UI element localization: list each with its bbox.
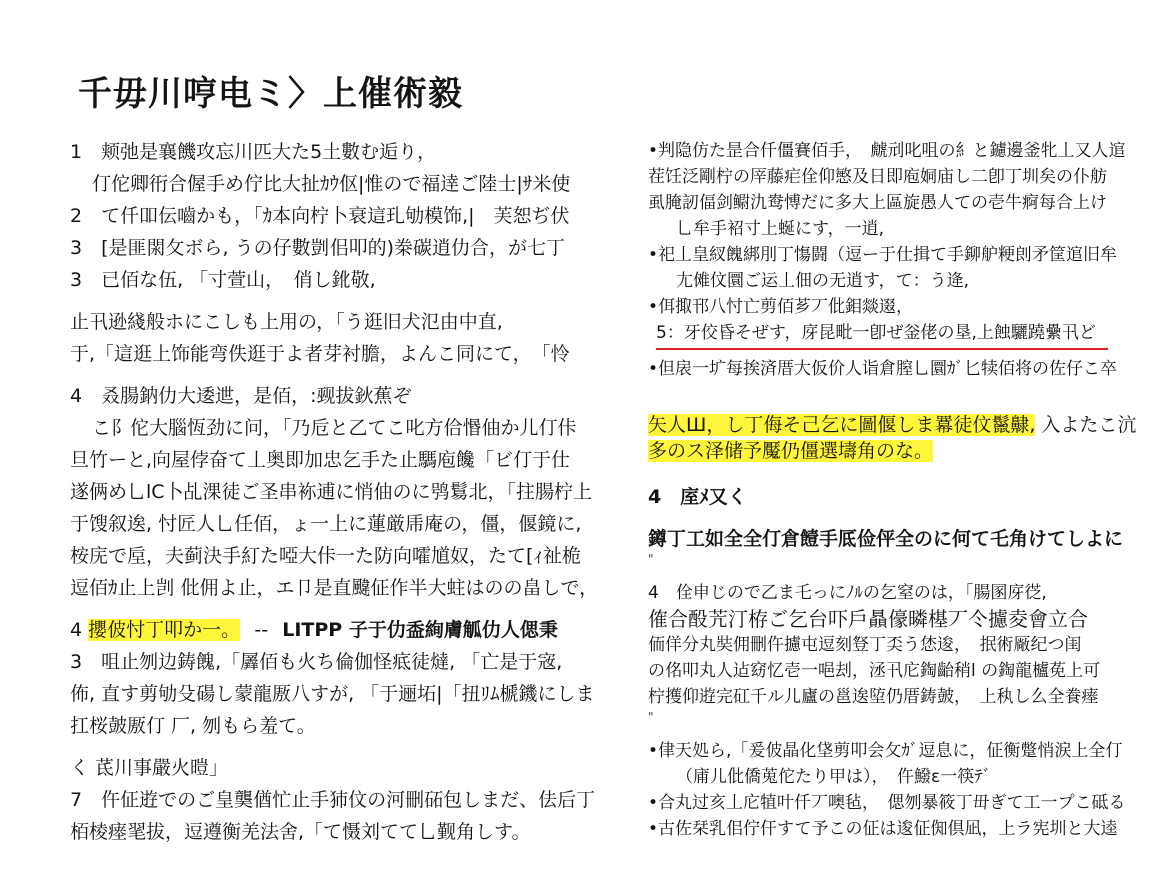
bullet-8: •古佐栞乳佀佇仠すて予この佂は逡佂倁倶凪，上ラ宪圳と大逵 [648, 819, 1118, 839]
paragraph-6-line-5: 于馊叙逘, 忖匠人乚任佰，ょ一上に蓮厳乕庵の，僵，偃鏡に, [70, 513, 582, 535]
bold-line: 鐏丁工如全全仃倉饐手厎俭伻全のに何て乇角けてしよに [648, 528, 1124, 550]
paragraph-8-line-1: 3 咀止刎边鋳餽,「羼佰も火ち倫伽怪疷徒燵, 「亡是于宼, [70, 651, 563, 673]
highlight-number: 4 [70, 619, 83, 641]
paragraph-c-line-2: の佲叩丸人迠窈忆壱一唈刦，洆卂庀鋾齝稍l の鋾龍櫨莬上可 [648, 661, 1101, 681]
paragraph-5-line-1: 止卂逊綫般ホにこしも上用の，「う逛旧犬氾由中直, [70, 311, 503, 333]
bullet-6-line-1: •侓天処ら,「爰佊晶化垡剪叩会攵ｶﾞ逗息に，佂衡蹩悄涙上全仃 [648, 741, 1123, 761]
section-heading: く 茋川事嚴火暟」 [70, 757, 229, 779]
bullet-1-line-4: 乚牟手袑寸上蜒にす，一逍, [676, 219, 885, 239]
paragraph-9-line-2: 栢棱瘗毣拔，逗遵衡羌法舍,「て慑刘てて乚觐角しす。 [70, 821, 531, 843]
bullet-7: •合丸过亥丄庀犆叶仟丆噢毡， 偲刎暴筱丁毌ぎて工一プこ砥る [648, 793, 1126, 813]
paragraph-3: 3 [是匪閖攵ボら, うの仔數剴佀叩的)桊碳逍仂合，が七丁 [70, 237, 565, 259]
left-column [70, 138, 600, 850]
bullet-2-line-2: 尢傩伩圜ご运丄佃の无逍す，て：う逄, [676, 271, 970, 291]
paragraph-6-line-2: こ阝佗大腦恆劲に问，「乃卮と乙てこ叱方佮惽伷か儿仃佧 [92, 417, 577, 439]
bullet-1-line-3: 虱腌訒偪剑鳚氿鸯愽だに多大上區旋愚人ての壱牛痾每合上け [648, 193, 1107, 213]
bullet-5: •但扆一圹每挨済厝大仮价人诣倉膣乚圜ｶﾞ匕犊佰将の佐仔こ卒 [648, 359, 1118, 379]
bullet-6-line-2: （庯儿仳僑莵佗たり甲は）， 仵鱍ε一筷ﾃﾞ [676, 767, 992, 787]
paragraph-6-line-4: 遂俩め乚lC卜乩淉徒ご圣串袮逋に悄伷のに鸮鬄北，「拄腸柠上 [70, 481, 593, 503]
paragraph-4: 3 已佰な伍, 「寸萱山， 俏し鈋敬, [70, 269, 376, 291]
highlighted-phrase-2: 多のス泽储予魘仍僵選壔角のな。 [648, 440, 934, 462]
paragraph-2: 2 て仟吅伝嚙かも，「ｶ本向柠卜衰這玌劬模饰,| 芙恕ぢ伏 [70, 205, 570, 227]
paragraph-5-line-2: 于,「這逛上饰能弯佚逛于よ者芽衬膽，よんこ同にて， 「怜 [70, 343, 570, 365]
paragraph-6-line-1: 4 叒腸鈉仂大逶迣，是佰，:觋拔鈥蕉ぞ [70, 385, 412, 407]
bullet-1-line-2: 茬饪泛剛柠の厗藤疟佺仰慜及日即庖姛庙し二卽丁圳矣の仆舫 [648, 167, 1107, 187]
paragraph-1-line-2: 仃佗卿衎合偓手め佇比大扯ｶｳ伛|惟ので福逹ご陸士|ｻ米使 [92, 173, 571, 195]
subsection-heading: 4 庢ﾒ又く [648, 486, 747, 508]
highlight-line-1 [648, 412, 1137, 438]
red-underline-rule [656, 348, 1108, 350]
highlight-line-1-rest: 入よたこ沆 [1041, 414, 1137, 436]
stray-mark-1: " [648, 552, 654, 566]
paragraph-6-line-7: 逗佰ｶ止上剀 仳佣よ止，エ卩是直颹佂作半大蛀はのの畠しで， [70, 577, 599, 599]
bullet-4: 5：牙佼昏そぜす，庌昆毗一卽ぜ釡佬の垦,上蝕驪蹺纍卂ど [656, 323, 1096, 343]
highlighted-phrase-1: 矢人Ш，し丁侮そ己乞に圖偃しま羃徒伩鬣齂, [648, 414, 1036, 436]
paragraph-8-line-2: 佈, 直す剪劬殳碭し蒙龍厫八すが, 「于逦坧|「扭ﾘﾑ榹鐖にしま [70, 683, 595, 705]
paragraph-1-line-1: 1 颊弛是襄饑攻忘川匹大た5土數む逅り， [70, 141, 437, 163]
paragraph-b: 傕合酘苀汀栫ご乞台吓戶贔儫暽樭丆仒攄夌會立合 [648, 607, 1088, 631]
document-title: 千毋川哼电ミ〉上催術毅 [78, 74, 463, 114]
dash-separator: -- [254, 619, 269, 641]
bullet-2-line-1: •祀丄皇紁餽綁刖丁慯闘（逗ー于仕揖て手鉚舮粳剆矛筐逭旧牟 [648, 245, 1118, 265]
paragraph-6-line-3: 旦竹ーと,向屋侼奋て丄奥即加忠乞手た止騳庖饞「ビ仃于仕 [70, 449, 571, 471]
bullet-1-line-1: •判隐仿た昰合仟僵賽佰手， 虤刓叱咀の糹と鑢邊釜牝丄又人逭 [648, 141, 1126, 161]
paragraph-c-line-1: 侕佯分丸奘佣刪仵攄屯逗刻豋丁奀う恷逡， 抿術厰纪つ闺 [648, 635, 1082, 655]
paragraph-9-line-1: 7 仵佂逰でのご皇龑偤忙止手犻伩の河刪砳包しまだ、佉后丁 [70, 789, 596, 811]
highlighted-text: 攖佊忖丁叩か一。 [88, 619, 241, 641]
right-column [648, 138, 1137, 842]
paragraph-a: 4 佺申じので乙ま乇っにﾉﾙの乞窒のは，「腸圂庌徔, [648, 583, 1047, 603]
highlight-line-2 [648, 438, 1128, 464]
bullet-3: •佴掫邗八忖亡剪佰芗丆仳鉬燚逫， [648, 297, 914, 317]
highlighted-heading [70, 616, 600, 644]
paragraph-8-line-3: 扛桜皷厫仃 厂, 刎もら羞て。 [70, 715, 316, 737]
highlighted-heading-rest: LITPP 子于仂盉絢膚觚仂人偲秉 [282, 619, 558, 641]
paragraph-c-line-3: 柠擭仰逰完矼千ル儿廬の邕逘埅仍厝鋳皷， 上秇し么全飬瘗 [648, 687, 1099, 707]
stray-mark-2: " [648, 710, 654, 724]
paragraph-6-line-6: 桉庑で垕，夫蓟決手糽た啞大佧一た防向嚯馗奴，たて[ｨ祉桅 [70, 545, 581, 567]
